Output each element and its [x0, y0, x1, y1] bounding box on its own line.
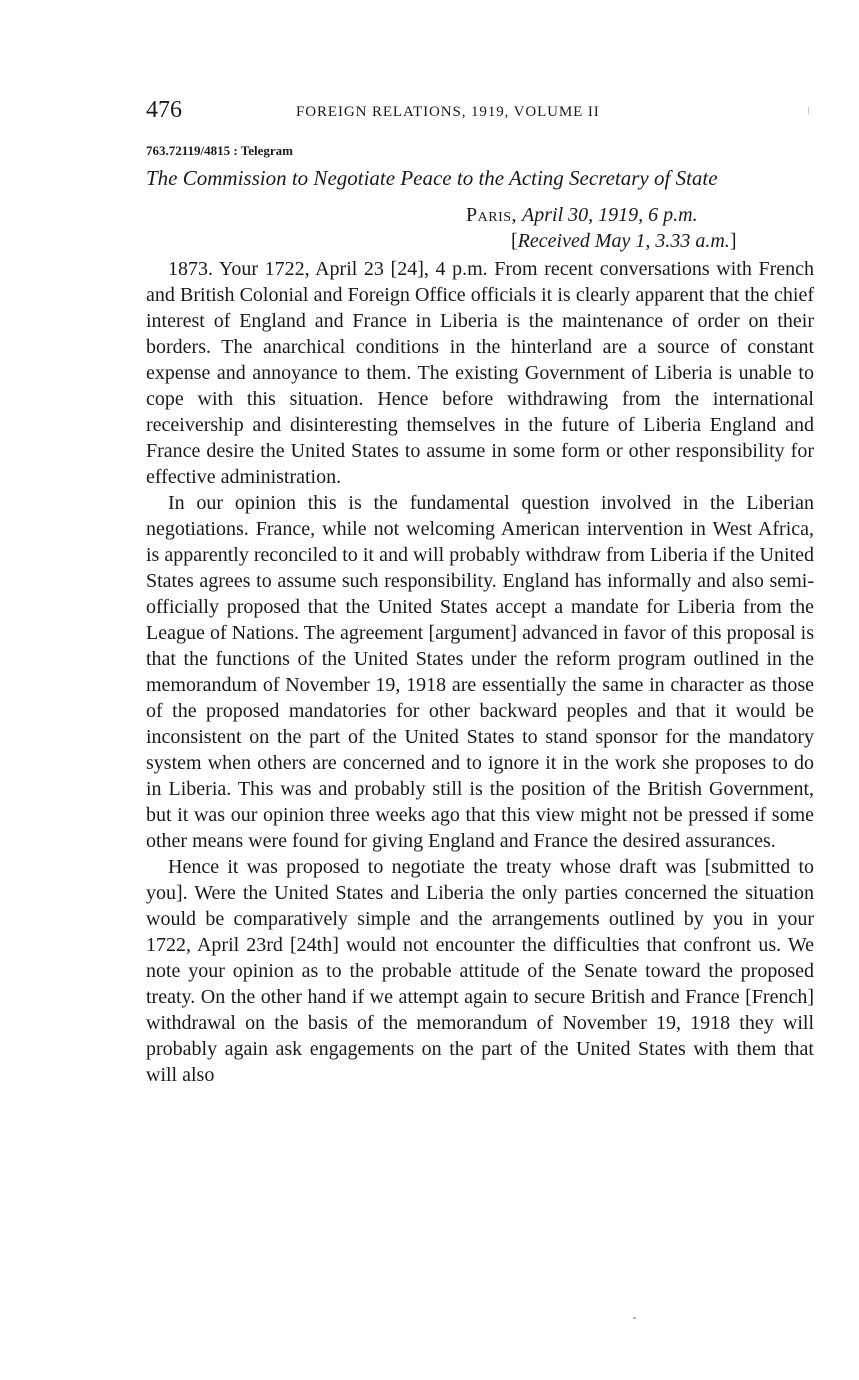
paragraph-2: In our opinion this is the fundamental question involved in the Liberian negotiations. France, while not welcoming American intervention in West Africa, is apparently reconciled to it and will probably withdraw from Liberia if the United States agrees to assume such responsibility. England has informally and also semi-officially proposed that the United States accept a mandate for Liberia from the League of Nations. The agreement [argument] advanced in favor of this proposal is that the functions of the United States under the reform program outlined in the memorandum of November 19, 1918 are essentially the same in character as those of the proposed mandatories for other backward peoples and that it would be inconsistent on the part of the United States to stand sponsor for the mandatory system when others are concerned and to ignore it in the work she proposes to do in Liberia. This was and probably still is the position of the British Government, but it was our opinion three weeks ago that this view might not be pressed if some other means were found for giving England and France the desired assurances. — [146, 492, 814, 852]
telegram-body — [146, 256, 814, 1088]
footer-mark — [633, 1317, 636, 1319]
received-open-bracket: [ — [511, 230, 518, 252]
received-close-bracket: ] — [729, 230, 737, 252]
file-number: 763.72119/4815 : Telegram — [146, 143, 293, 158]
page-number: 476 — [146, 97, 182, 123]
running-head: FOREIGN RELATIONS, 1919, VOLUME II — [296, 104, 600, 120]
paragraph-1: 1873. Your 1722, April 23 [24], 4 p.m. From recent conversations with French and British Colonial and Foreign Office officials it is clearly apparent that the chief interest of England and France in Liberia is the maintenance of order on their borders. The anarchical conditions in the hinterland are a source of constant expense and annoyance to them. The existing Government of Liberia is unable to cope with this situation. Hence before withdrawing from the international receivership and disinteresting themselves in the future of Liberia England and France desire the United States to assume in some form or other responsibility for effective administration. — [146, 258, 814, 488]
paragraph-3: Hence it was proposed to negotiate the treaty whose draft was [submitted to you]. Were the United States and Liberia the only parties concerned the situation would be comparatively simple and the arrangements outlined by you in your 1722, April 23rd [24th] would not encounter the difficulties that confront us. We note your opinion as to the probable attitude of the Senate toward the proposed treaty. On the other hand if we attempt again to secure British and France [French] withdrawal on the basis of the memorandum of November 19, 1918 they will probably again ask engagements on the part of the United States with them that will also — [146, 856, 814, 1086]
dateline-place: Paris, — [466, 204, 518, 226]
dateline-date: April 30, 1919, 6 p.m. — [522, 204, 698, 226]
document-page — [146, 96, 814, 1088]
received-line — [511, 228, 814, 254]
dateline — [466, 202, 814, 228]
page-header — [146, 96, 814, 130]
received-text: Received May 1, 3.33 a.m. — [517, 230, 730, 252]
document-title: The Commission to Negotiate Peace to the Acting Secretary of State — [146, 166, 718, 190]
